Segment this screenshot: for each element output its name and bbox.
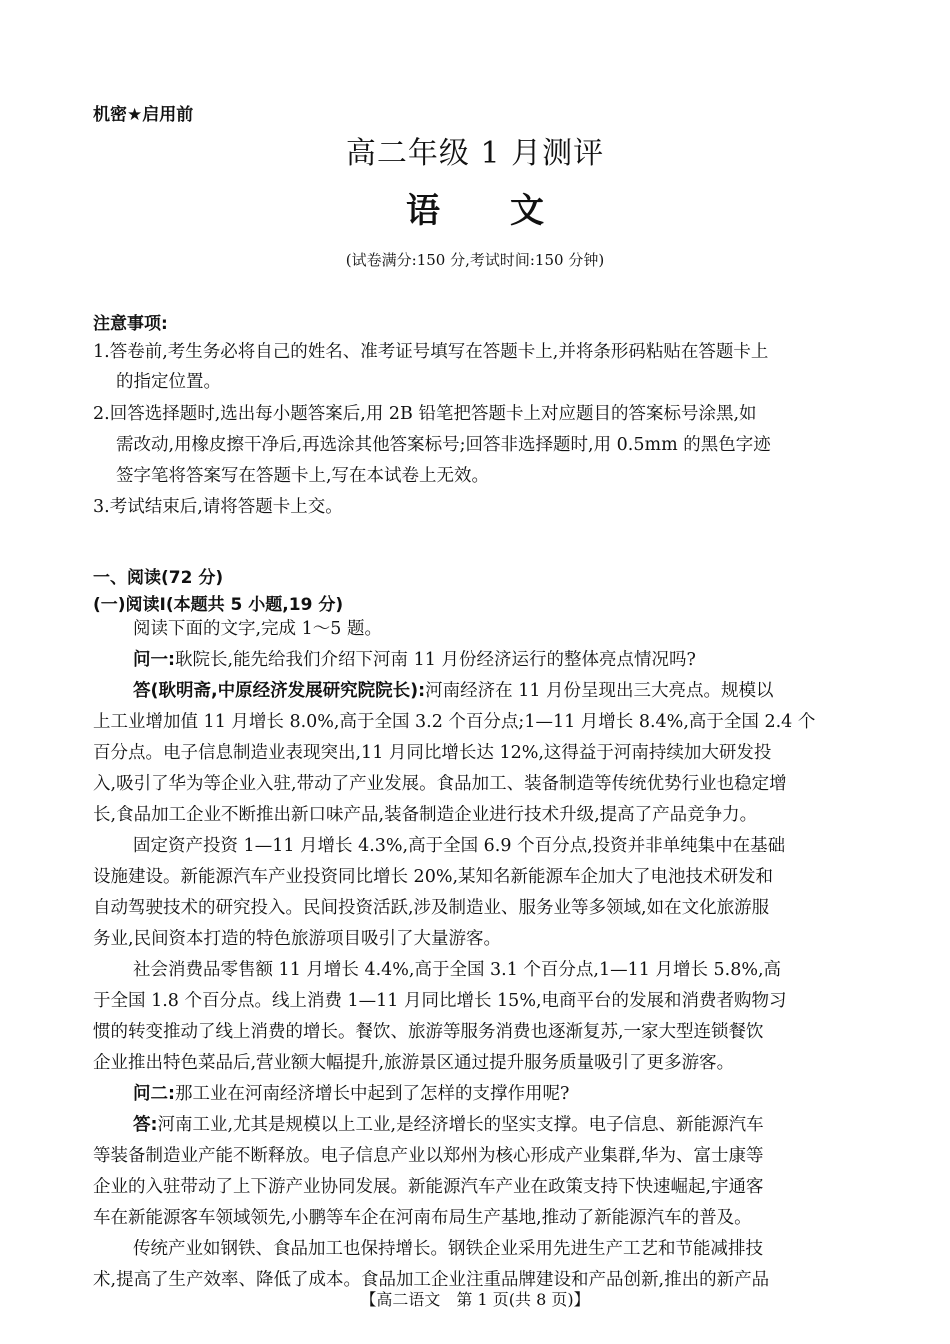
subject-char-1: 语 [406,191,440,231]
subject-char-2: 文 [510,191,544,231]
confidential-label: 机密★启用前 [93,105,194,125]
passage-line: 社会消费品零售额 11 月增长 4.4%,高于全国 3.1 个百分点,1—11 月增长 5.8%,高 [133,960,782,980]
subject-title [0,183,950,232]
passage-line: 百分点。电子信息制造业表现突出,11 月同比增长达 12%,这得益于河南持续加大研发投 [93,743,772,763]
passage-line: 入,吸引了华为等企业入驻,带动了产业发展。食品加工、装备制造等传统优势行业也稳定增 [93,774,787,794]
passage-line [133,1110,764,1140]
exam-title: 高二年级 1 月测评 [345,136,605,171]
passage-line: 术,提高了生产效率、降低了成本。食品加工企业注重品牌建设和产品创新,推出的新产品 [93,1270,770,1290]
passage-line: 企业推出特色菜品后,营业额大幅提升,旅游景区通过提升服务质量吸引了更多游客。 [93,1053,735,1073]
notice-line: 1.答卷前,考生务必将自己的姓名、准考证号填写在答题卡上,并将条形码粘贴在答题卡上 [93,342,769,362]
passage-line: 设施建设。新能源汽车产业投资同比增长 20%,某知名新能源车企加大了电池技术研发和 [93,867,774,887]
passage-line: 上工业增加值 11 月增长 8.0%,高于全国 3.2 个百分点;1—11 月增长 8.4%,高于全国 2.4 个 [93,712,816,732]
passage-line: 传统产业如钢铁、食品加工也保持增长。钢铁企业采用先进生产工艺和节能减排技 [133,1239,763,1259]
passage-text: 河南经济在 11 月份呈现出三大亮点。规模以 [425,681,774,701]
passage-text: 河南工业,尤其是规模以上工业,是经济增长的坚实支撑。电子信息、新能源汽车 [157,1115,764,1135]
section-heading: 一、阅读(72 分) [93,568,224,588]
passage-text: 耿院长,能先给我们介绍下河南 11 月份经济运行的整体亮点情况吗? [175,650,696,670]
passage-line: 自动驾驶技术的研究投入。民间投资活跃,涉及制造业、服务业等多领域,如在文化旅游服 [93,898,770,918]
notice-line: 2.回答选择题时,选出每小题答案后,用 2B 铅笔把答题卡上对应题目的答案标号涂黑,如 [93,404,757,424]
notice-line: 需改动,用橡皮擦干净后,再选涂其他答案标号;回答非选择题时,用 0.5mm 的黑色字迹 [116,435,771,455]
passage-line: 车在新能源客车领域领先,小鹏等车企在河南布局生产基地,推动了新能源汽车的普及。 [93,1208,752,1228]
passage-line [133,645,696,675]
passage-line: 等装备制造业产能不断释放。电子信息产业以郑州为核心形成产业集群,华为、富士康等 [93,1146,764,1166]
notice-heading: 注意事项: [93,314,168,334]
page-footer: 【高二语文 第 1 页(共 8 页)】 [360,1290,590,1309]
notice-line: 的指定位置。 [116,372,221,392]
instruction-line: 阅读下面的文字,完成 1～5 题。 [133,619,382,639]
subsection-heading: (一)阅读Ⅰ(本题共 5 小题,19 分) [93,595,344,615]
passage-line [133,676,774,706]
passage-line: 惯的转变推动了线上消费的增长。餐饮、旅游等服务消费也逐渐复苏,一家大型连锁餐饮 [93,1022,764,1042]
passage-line: 固定资产投资 1—11 月增长 4.3%,高于全国 6.9 个百分点,投资并非单纯集中在基础 [133,836,786,856]
passage-text: 那工业在河南经济增长中起到了怎样的支撑作用呢? [175,1084,570,1104]
passage-line: 企业的入驻带动了上下游产业协同发展。新能源汽车产业在政策支持下快速崛起,宇通客 [93,1177,764,1197]
passage-line [133,1079,569,1109]
notice-line: 签字笔将答案写在答题卡上,写在本试卷上无效。 [116,466,490,486]
passage-line: 长,食品加工企业不断推出新口味产品,装备制造企业进行技术升级,提高了产品竞争力。 [93,805,758,825]
passage-line: 于全国 1.8 个百分点。线上消费 1—11 月同比增长 15%,电商平台的发展和消费者购物习 [93,991,787,1011]
notice-line: 3.考试结束后,请将答题卡上交。 [93,497,343,517]
exam-meta: (试卷满分:150 分,考试时间:150 分钟) [345,251,605,269]
passage-label: 问一: [133,650,175,670]
passage-label: 问二: [133,1084,175,1104]
passage-line: 务业,民间资本打造的特色旅游项目吸引了大量游客。 [93,929,502,949]
passage-label: 答: [133,1115,158,1135]
passage-label: 答(耿明斋,中原经济发展研究院院长): [133,681,426,701]
